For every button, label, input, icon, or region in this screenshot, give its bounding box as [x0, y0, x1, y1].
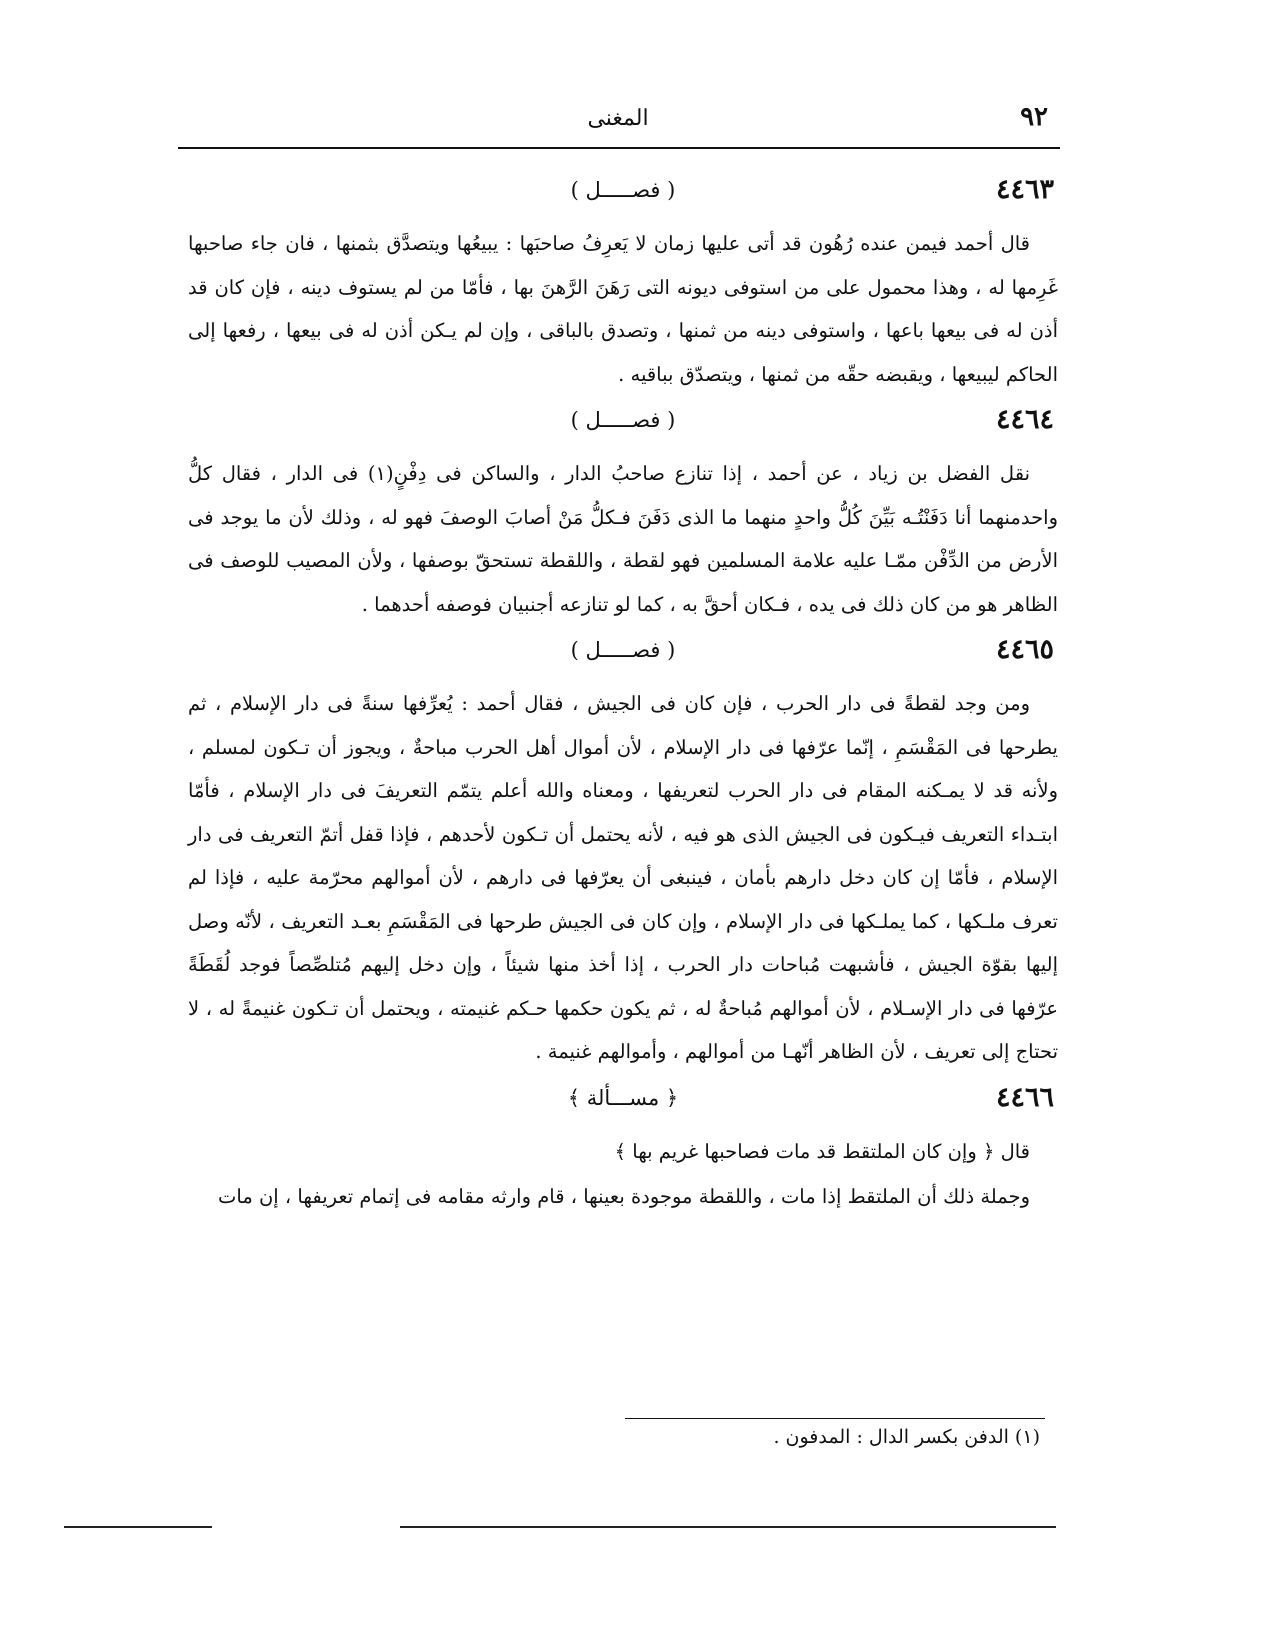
section-title: ( فصـــــل ) — [570, 178, 676, 202]
section-title: ( فصـــــل ) — [570, 408, 676, 432]
running-title: المغنى — [587, 106, 649, 131]
paragraph: وجملة ذلك أن الملتقط إذا مات ، واللقطة موجودة بعينها ، قام وارثه مقامه فى إتمام تعريفها ، إن مات — [218, 1185, 1030, 1208]
section-heading — [188, 630, 1058, 682]
section-number: ٤٤٦٣ — [995, 174, 1054, 205]
bottom-rule — [64, 1526, 212, 1528]
section-heading — [188, 1078, 1058, 1130]
main-text — [188, 170, 1058, 1223]
section-4466 — [188, 1078, 1058, 1219]
section-4463 — [188, 170, 1058, 396]
paragraph: نقل الفضل بن زياد ، عن أحمد ، إذا تنازع صاحبُ الدار ، والساكن فى دِفْنٍ(١) فى الدار ، فقال كلُّ واحدمنهما أنا دَفَنْتُـه بَيِّنَ كُلُّ واحدٍ منهما ما الذى دَفَنَ فـكلُّ مَنْ أصابَ الوصفَ فهو له ، وذلك لأن ما يوجد فى الأرض من الدِّفْن ممّـا عليه علامة المسلمين فهو لقطة ، واللقطة تستحقّ بوصفها ، ولأن المصيب للوصف فى الظاهر هو من كان ذلك فى يده ، فـكان أحقَّ به ، كما لو تنازعه أجنبيان فوصفه أحدهما . — [188, 462, 1058, 616]
footnote: (١) الدفن بكسر الدال : المدفون . — [773, 1426, 1040, 1448]
bottom-rule — [400, 1526, 1056, 1528]
paragraph: ومن وجد لقطةً فى دار الحرب ، فإن كان فى الجيش ، فقال أحمد : يُعرِّفها سنةً فى دار الإسلام ، ثم يطرحها فى المَقْسَمِ ، إنّما عرّفها فى دار الإسلام ، لأن أموال أهل الحرب مباحةٌ ، ويجوز أن تـكون لمسلم ، ولأنه قد لا يمـكنه المقام فى دار الحرب لتعريفها ، ومعناه والله أعلم يتمّم التعريفَ فى دار الإسلام ، فأمّا ابتـداء التعريف فيـكون فى الجيش الذى هو فيه ، لأنه يحتمل أن تـكون لأحدهم ، فإذا قفل أتمّ التعريف فى دار الإسلام ، فأمّا إن كان دخل دارهم بأمان ، فينبغى أن يعرّفها فى دارهم ، لأن أموالهم محرّمة عليه ، فإذا لم تعرف ملـكها ، كما يملـكها فى دار الإسلام ، وإن كان فى الجيش طرحها فى المَقْسَمِ بعـد التعريف ، لأنّه وصل إليها بقوّة الجيش ، فأشبهت مُباحات دار الحرب ، إذا أخذ منها شيئاً ، وإن دخل إليهم مُتلصِّصاً فوجد لُقَطَةً عرّفها فى دار الإسـلام ، لأن أموالهم مُباحةٌ له ، ثم يكون حكمها حـكم غنيمته ، ويحتمل أن تـكون غنيمةً له ، لا تحتاج إلى تعريف ، لأن الظاهر أنّهـا من أموالهم ، وأموالهم غنيمة . — [188, 692, 1058, 1063]
section-number: ٤٤٦٦ — [995, 1081, 1054, 1113]
section-heading — [188, 170, 1058, 222]
page-number: ٩٢ — [1020, 102, 1048, 132]
section-title: ﴿ مســـألة ﴾ — [567, 1085, 679, 1110]
section-number: ٤٤٦٥ — [995, 634, 1054, 665]
page-header — [178, 98, 1058, 148]
paragraph: قال ﴿ وإن كان الملتقط قد مات فصاحبها غريم بها ﴾ — [614, 1139, 1030, 1163]
section-title: ( فصـــــل ) — [570, 638, 676, 662]
section-4464 — [188, 400, 1058, 626]
section-4465 — [188, 630, 1058, 1074]
footnote-rule — [625, 1418, 1045, 1419]
paragraph: قال أحمد فيمن عنده رُهُون قد أتى عليها زمان لا يَعرِفُ صاحبَها : يبيعُها ويتصدَّق بثمنها ، فان جاء صاحبها غَرِمها له ، وهذا محمول على من استوفى ديونه التى رَهَنَ الرَّهنَ بها ، فأمّا من لم يستوف دينه ، فإن كان قد أذن له فى بيعها باعها ، واستوفى دينه من ثمنها ، وتصدق بالباقى ، وإن لم يـكن أذن له فى بيعها ، رفعها إلى الحاكم ليبيعها ، ويقبضه حقّه من ثمنها ، ويتصدّق بباقيه . — [188, 232, 1058, 386]
section-number: ٤٤٦٤ — [995, 404, 1054, 435]
section-heading — [188, 400, 1058, 452]
header-rule — [178, 147, 1060, 149]
